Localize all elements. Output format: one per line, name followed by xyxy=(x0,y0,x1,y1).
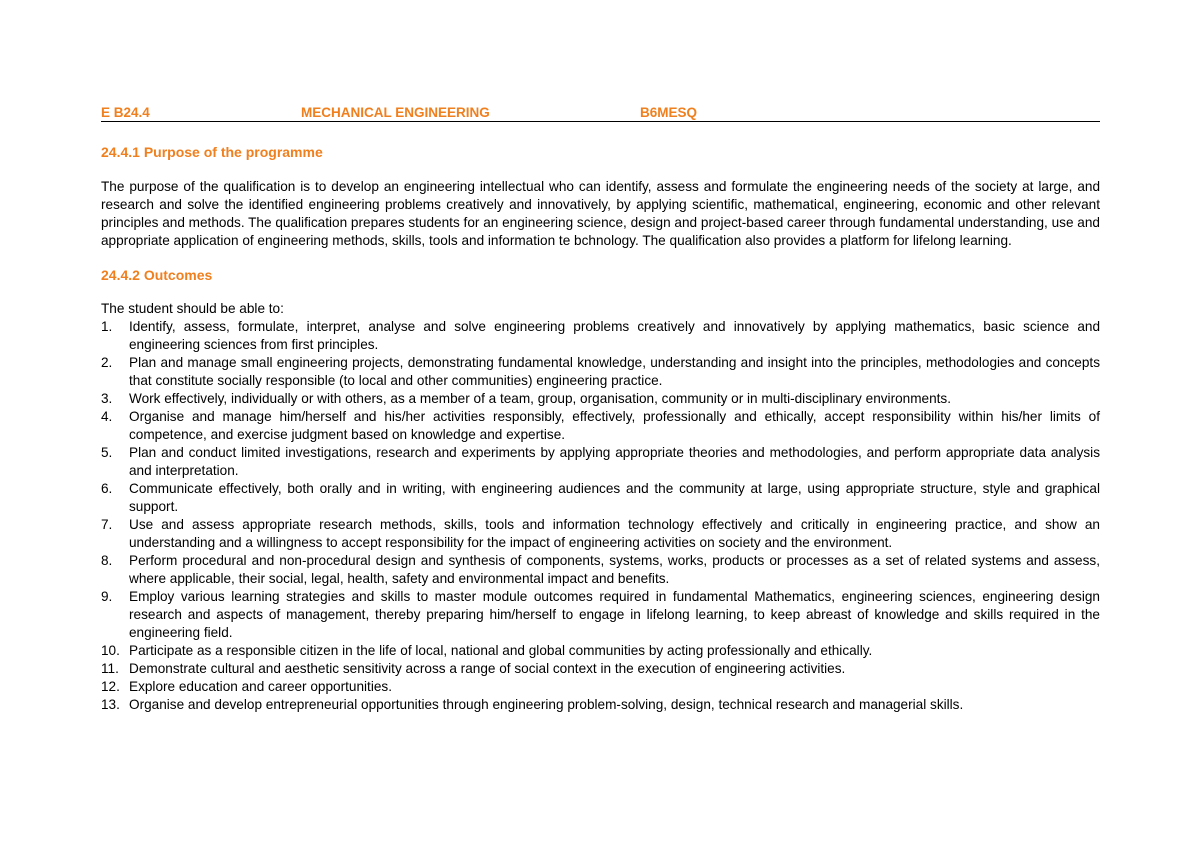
item-number: 10. xyxy=(101,643,120,658)
item-text: Organise and manage him/herself and his/her activities responsibly, effectively, professionally and ethically, accept responsibility within his/her limits of competence, and exercise judgment based on knowledge and expertise. xyxy=(129,409,1100,442)
outcomes-list xyxy=(101,318,1100,714)
outcomes-heading: 24.4.2 Outcomes xyxy=(101,267,213,283)
page-header xyxy=(101,104,1100,122)
list-item xyxy=(101,660,1100,678)
item-text: Identify, assess, formulate, interpret, analyse and solve engineering problems creatively and innovatively by applying mathematics, basic science and engineering sciences from first principles. xyxy=(129,319,1100,352)
purpose-paragraph: The purpose of the qualification is to develop an engineering intellectual who can identify, assess and formulate the engineering needs of the society at large, and research and solve the identified engineering problems creatively and innovatively, by applying scientific, mathematical, engineering, economic and other relevant principles and methods. The qualification prepares students for an engineering science, design and project-based career through fundamental understanding, use and appropriate application of engineering methods, skills, tools and information te bchnology. The qualification also provides a platform for lifelong learning. xyxy=(101,179,1100,248)
list-item xyxy=(101,552,1100,588)
item-text: Work effectively, individually or with others, as a member of a team, group, organisation, community or in multi-disciplinary environments. xyxy=(129,391,952,406)
item-number: 7. xyxy=(101,517,113,532)
item-text: Perform procedural and non-procedural design and synthesis of components, systems, works, products or processes as a set of related systems and assess, where applicable, their social, legal, health, safety and environmental impact and benefits. xyxy=(129,553,1100,586)
list-item xyxy=(101,354,1100,390)
list-item xyxy=(101,642,1100,660)
list-item xyxy=(101,678,1100,696)
list-item xyxy=(101,696,1100,714)
item-number: 13. xyxy=(101,697,120,712)
document-page xyxy=(101,104,1100,714)
item-number: 1. xyxy=(101,319,113,334)
item-number: 2. xyxy=(101,355,113,370)
item-number: 11. xyxy=(101,661,119,676)
item-text: Participate as a responsible citizen in the life of local, national and global communities by acting professionally and ethically. xyxy=(129,643,873,658)
item-text: Communicate effectively, both orally and in writing, with engineering audiences and the community at large, using appropriate structure, style and graphical support. xyxy=(129,481,1100,514)
item-text: Plan and manage small engineering projects, demonstrating fundamental knowledge, understanding and insight into the principles, methodologies and concepts that constitute socially responsible (to local and other communities) engineering practice. xyxy=(129,355,1100,388)
item-text: Explore education and career opportunities. xyxy=(129,679,392,694)
item-text: Organise and develop entrepreneurial opportunities through engineering problem-solving, design, technical research and managerial skills. xyxy=(129,697,964,712)
item-text: Plan and conduct limited investigations, research and experiments by applying appropriate theories and methodologies, and perform appropriate data analysis and interpretation. xyxy=(129,445,1100,478)
item-number: 12. xyxy=(101,679,120,694)
list-item xyxy=(101,516,1100,552)
list-item xyxy=(101,480,1100,516)
item-number: 4. xyxy=(101,409,113,424)
list-item xyxy=(101,408,1100,444)
qualification-code: B6MESQ xyxy=(640,105,698,120)
item-number: 5. xyxy=(101,445,113,460)
item-text: Employ various learning strategies and skills to master module outcomes required in fundamental Mathematics, engineering sciences, engineering design research and aspects of management, thereby preparing him/herself to engage in lifelong learning, to keep abreast of knowledge and skills required in the engineering field. xyxy=(129,589,1100,640)
list-item xyxy=(101,588,1100,642)
item-number: 9. xyxy=(101,589,113,604)
item-number: 6. xyxy=(101,481,113,496)
item-number: 8. xyxy=(101,553,113,568)
outcomes-intro: The student should be able to: xyxy=(101,301,284,316)
item-number: 3. xyxy=(101,391,113,406)
item-text: Use and assess appropriate research methods, skills, tools and information technology effectively and critically in engineering practice, and show an understanding and a willingness to accept responsibility for the impact of engineering activities on society and the environment. xyxy=(129,517,1100,550)
list-item xyxy=(101,318,1100,354)
section-code: E B24.4 xyxy=(101,105,150,120)
list-item xyxy=(101,444,1100,480)
list-item xyxy=(101,390,1100,408)
item-text: Demonstrate cultural and aesthetic sensitivity across a range of social context in the execution of engineering activities. xyxy=(129,661,846,676)
programme-title: MECHANICAL ENGINEERING xyxy=(301,105,490,120)
purpose-heading: 24.4.1 Purpose of the programme xyxy=(101,144,323,160)
